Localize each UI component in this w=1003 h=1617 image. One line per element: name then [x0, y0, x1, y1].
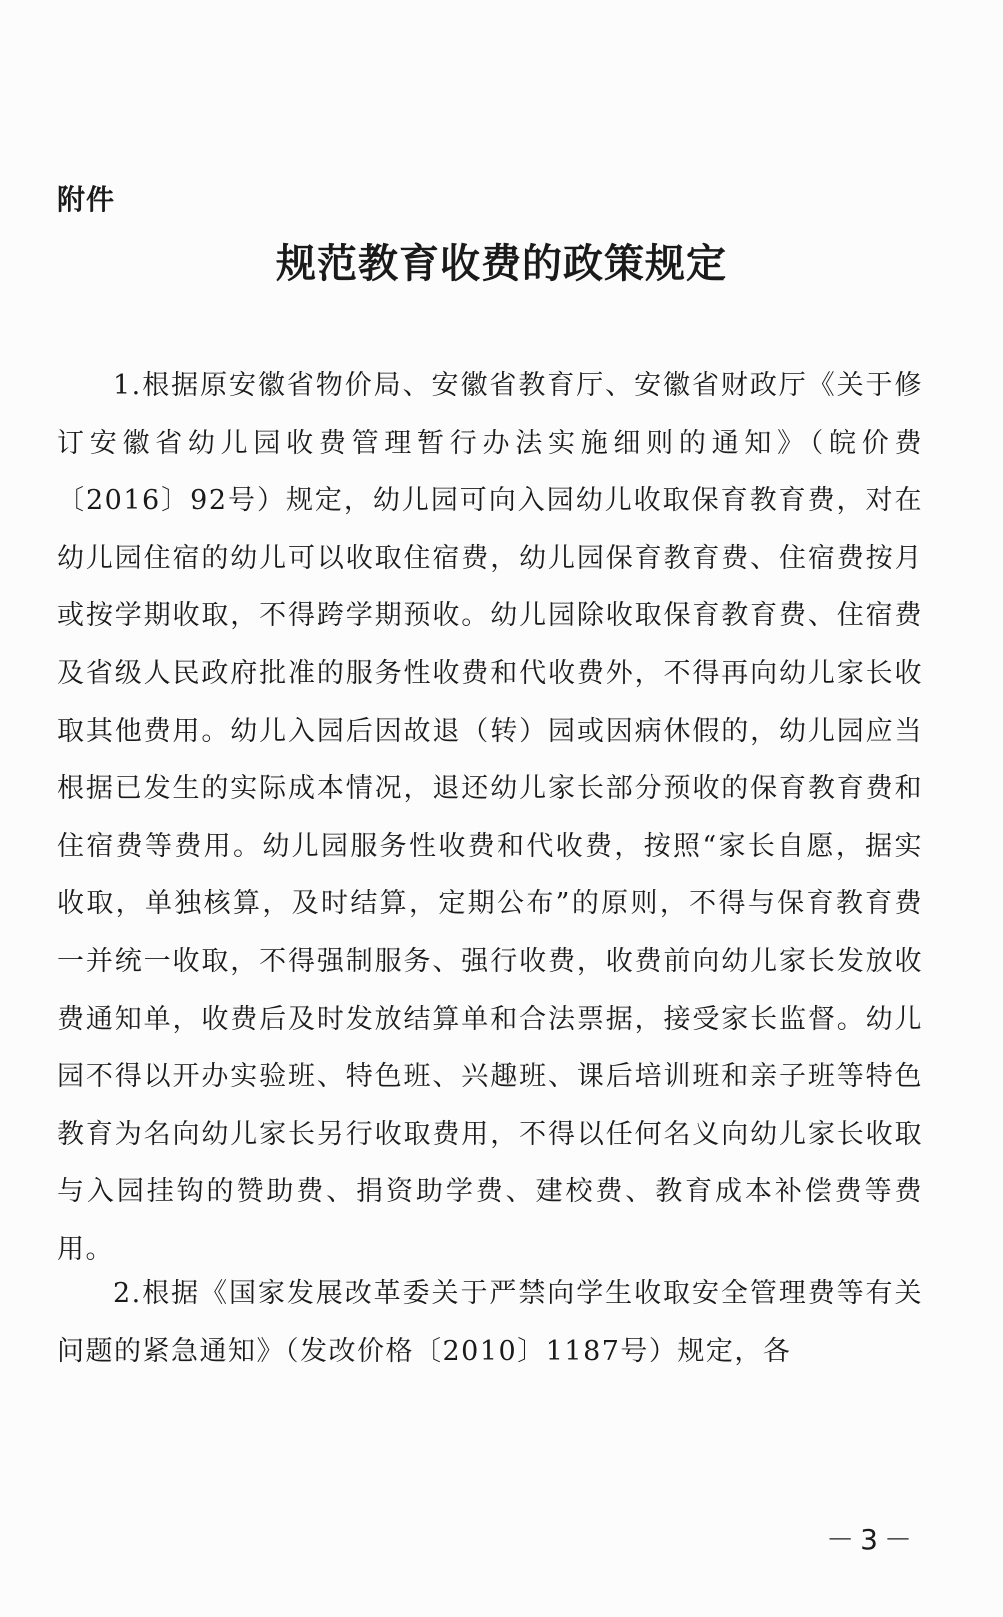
attachment-label: 附件: [57, 183, 116, 216]
page-number: －3－: [826, 1523, 918, 1556]
paragraph-2: 2.根据《国家发展改革委关于严禁向学生收取安全管理费等有关问题的紧急通知》（发改价格〔2010〕1187号）规定，各: [57, 1278, 923, 1367]
document-title: 规范教育收费的政策规定: [276, 241, 727, 287]
paragraph-1: 1.根据原安徽省物价局、安徽省教育厅、安徽省财政厅《关于修订安徽省幼儿园收费管理暂行办法实施细则的通知》（皖价费〔2016〕92号）规定，幼儿园可向入园幼儿收取保育教育费，对在幼儿园住宿的幼儿可以收取住宿费，幼儿园保育教育费、住宿费按月或按学期收取，不得跨学期预收。幼儿园除收取保育教育费、住宿费及省级人民政府批准的服务性收费和代收费外，不得再向幼儿家长收取其他费用。幼儿入园后因故退（转）园或因病休假的，幼儿园应当根据已发生的实际成本情况，退还幼儿家长部分预收的保育教育费和住宿费等费用。幼儿园服务性收费和代收费，按照“家长自愿，据实收取，单独核算，及时结算，定期公布”的原则，不得与保育教育费一并统一收取，不得强制服务、强行收费，收费前向幼儿家长发放收费通知单，收费后及时发放结算单和合法票据，接受家长监督。幼儿园不得以开办实验班、特色班、兴趣班、课后培训班和亲子班等特色教育为名向幼儿家长另行收取费用，不得以任何名义向幼儿家长收取与入园挂钩的赞助费、捐资助学费、建校费、教育成本补偿费等费用。: [57, 370, 923, 1265]
